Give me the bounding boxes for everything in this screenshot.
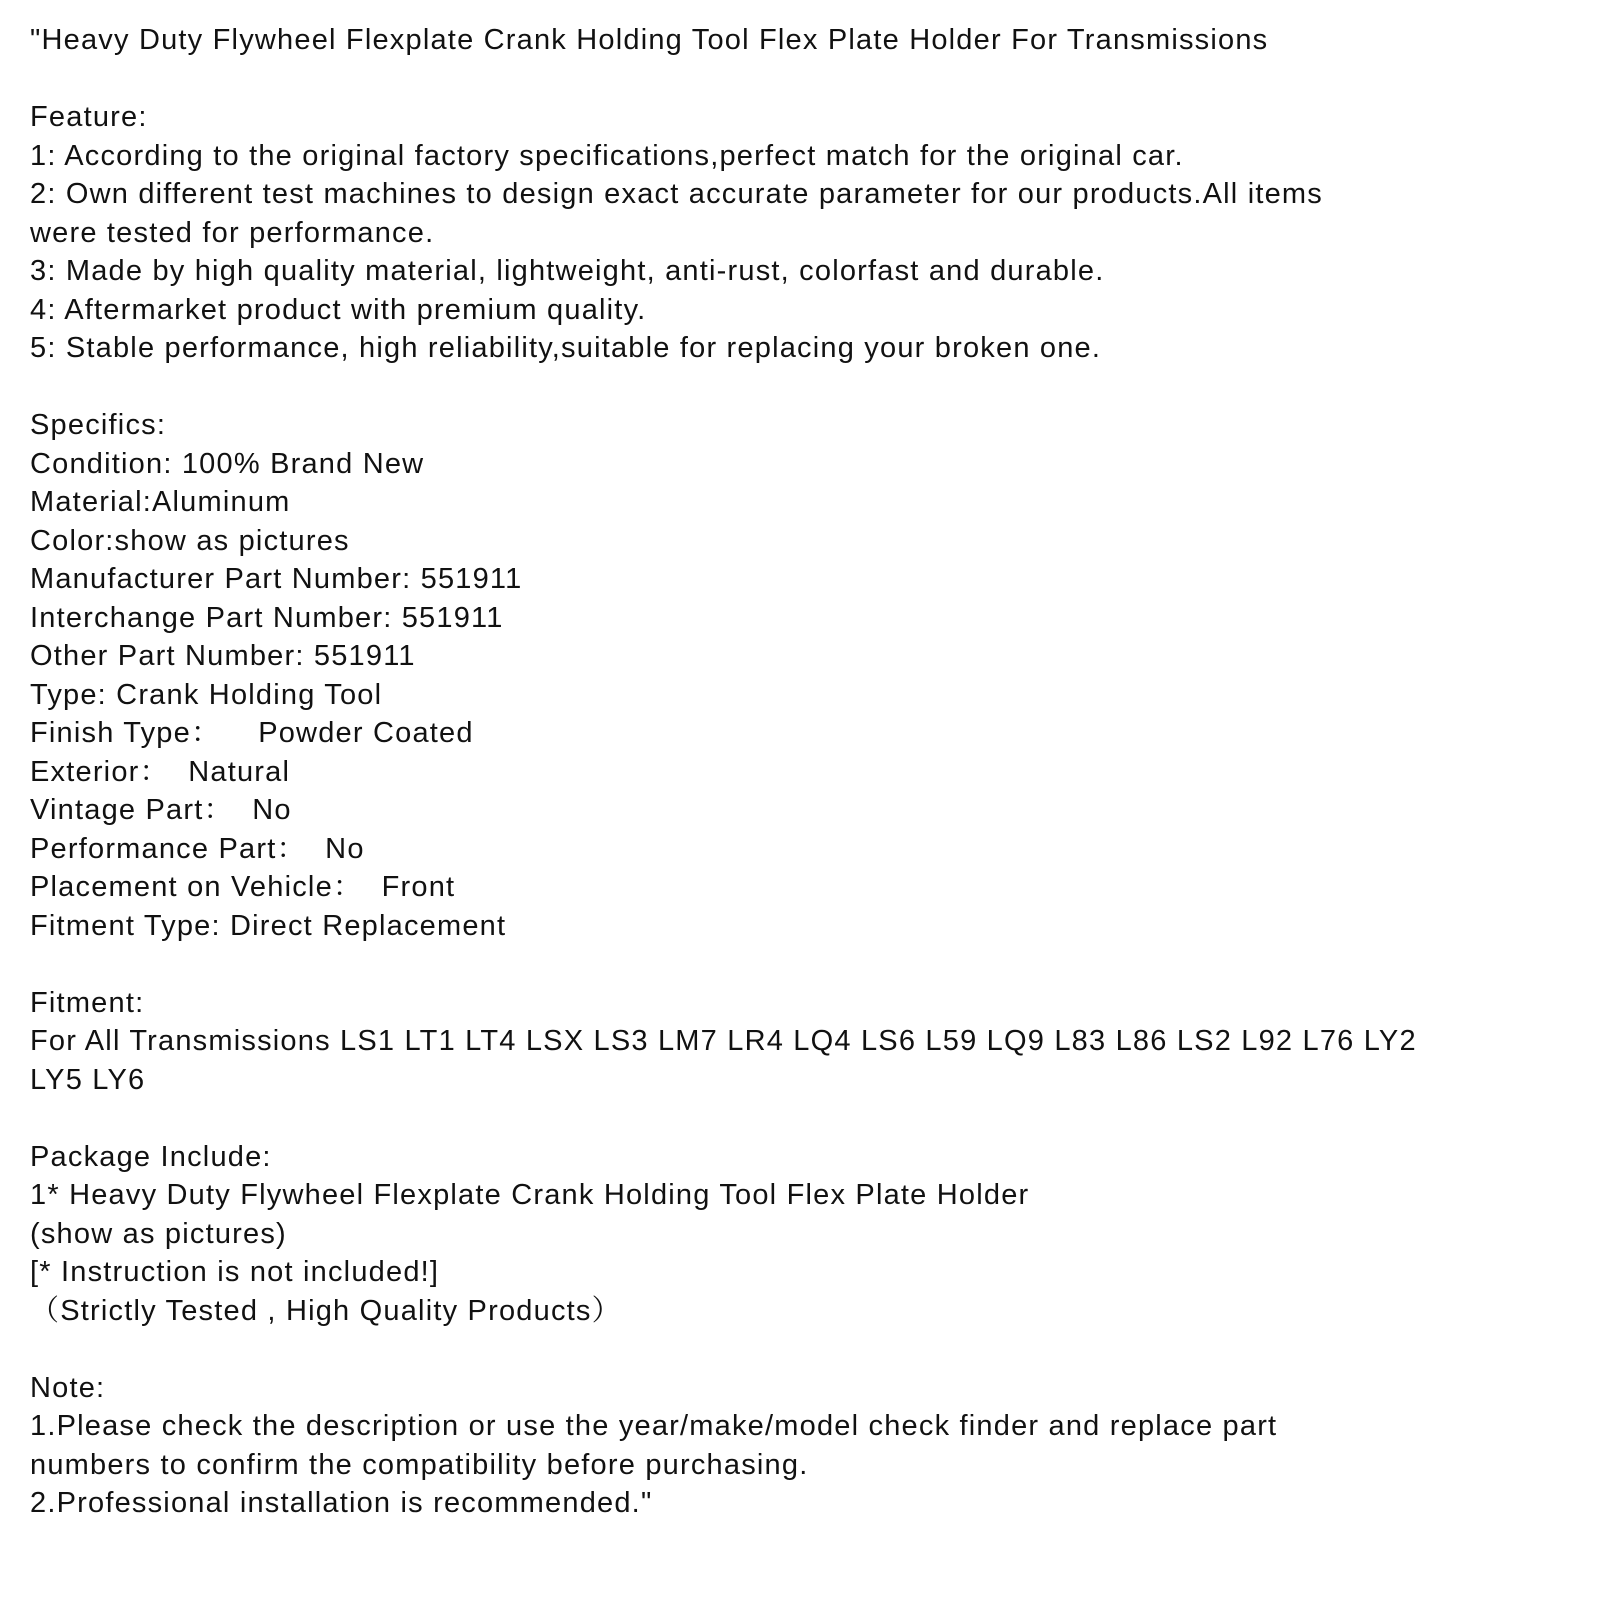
section-fitment	[30, 984, 1580, 1100]
text-line: Performance Part： No	[30, 832, 365, 865]
section-heading-feature: Feature:	[30, 101, 148, 133]
text-line: LY5 LY6	[30, 1063, 146, 1096]
section-heading-package-include: Package Include:	[30, 1140, 272, 1173]
text-line: Manufacturer Part Number: 551911	[30, 563, 523, 595]
text-line: numbers to confirm the compatibility before purchasing.	[30, 1448, 809, 1481]
text-line: Color:show as pictures	[30, 524, 350, 557]
text-line: were tested for performance.	[30, 216, 435, 249]
text-line: Placement on Vehicle： Front	[30, 871, 456, 903]
text-line: Condition: 100% Brand New	[30, 447, 425, 480]
text-line: Material:Aluminum	[30, 486, 291, 518]
section-package-include	[30, 1138, 1580, 1331]
text-line: For All Transmissions LS1 LT1 LT4 LSX LS3 LM7 LR4 LQ4 LS6 L59 LQ9 L83 L86 LS2 L92 L76 LY2	[30, 1025, 1417, 1057]
text-line: 2: Own different test machines to design exact accurate parameter for our products.All items	[30, 178, 1323, 210]
text-line: （Strictly Tested , High Quality Products）	[30, 1294, 622, 1327]
text-line: 5: Stable performance, high reliability,suitable for replacing your broken one.	[30, 332, 1102, 364]
section-heading-note: Note:	[30, 1371, 106, 1404]
text-line: Other Part Number: 551911	[30, 640, 416, 672]
text-line: 2.Professional installation is recommended."	[30, 1487, 653, 1519]
text-line: Exterior： Natural	[30, 755, 291, 788]
text-line: 1: According to the original factory specifications,perfect match for the original car.	[30, 139, 1184, 172]
section-feature	[30, 98, 1580, 368]
text-line: [* Instruction is not included!]	[30, 1256, 440, 1288]
text-line: 1* Heavy Duty Flywheel Flexplate Crank Holding Tool Flex Plate Holder	[30, 1179, 1030, 1211]
section-heading-specifics: Specifics:	[30, 409, 167, 441]
text-line: Interchange Part Number: 551911	[30, 601, 504, 634]
text-line: Vintage Part： No	[30, 794, 292, 826]
text-line: (show as pictures)	[30, 1217, 287, 1250]
text-line: Finish Type： Powder Coated	[30, 717, 474, 749]
text-line: Type: Crank Holding Tool	[30, 678, 383, 711]
text-line: 4: Aftermarket product with premium quality.	[30, 293, 647, 326]
product-title: "Heavy Duty Flywheel Flexplate Crank Holding Tool Flex Plate Holder For Transmissions	[30, 24, 1269, 56]
text-line: 1.Please check the description or use the year/make/model check finder and replace part	[30, 1410, 1278, 1442]
section-heading-fitment: Fitment:	[30, 986, 145, 1019]
text-line: 3: Made by high quality material, lightweight, anti-rust, colorfast and durable.	[30, 255, 1105, 287]
text-line: Fitment Type: Direct Replacement	[30, 909, 507, 942]
section-specifics	[30, 406, 1580, 945]
section-note	[30, 1369, 1580, 1523]
